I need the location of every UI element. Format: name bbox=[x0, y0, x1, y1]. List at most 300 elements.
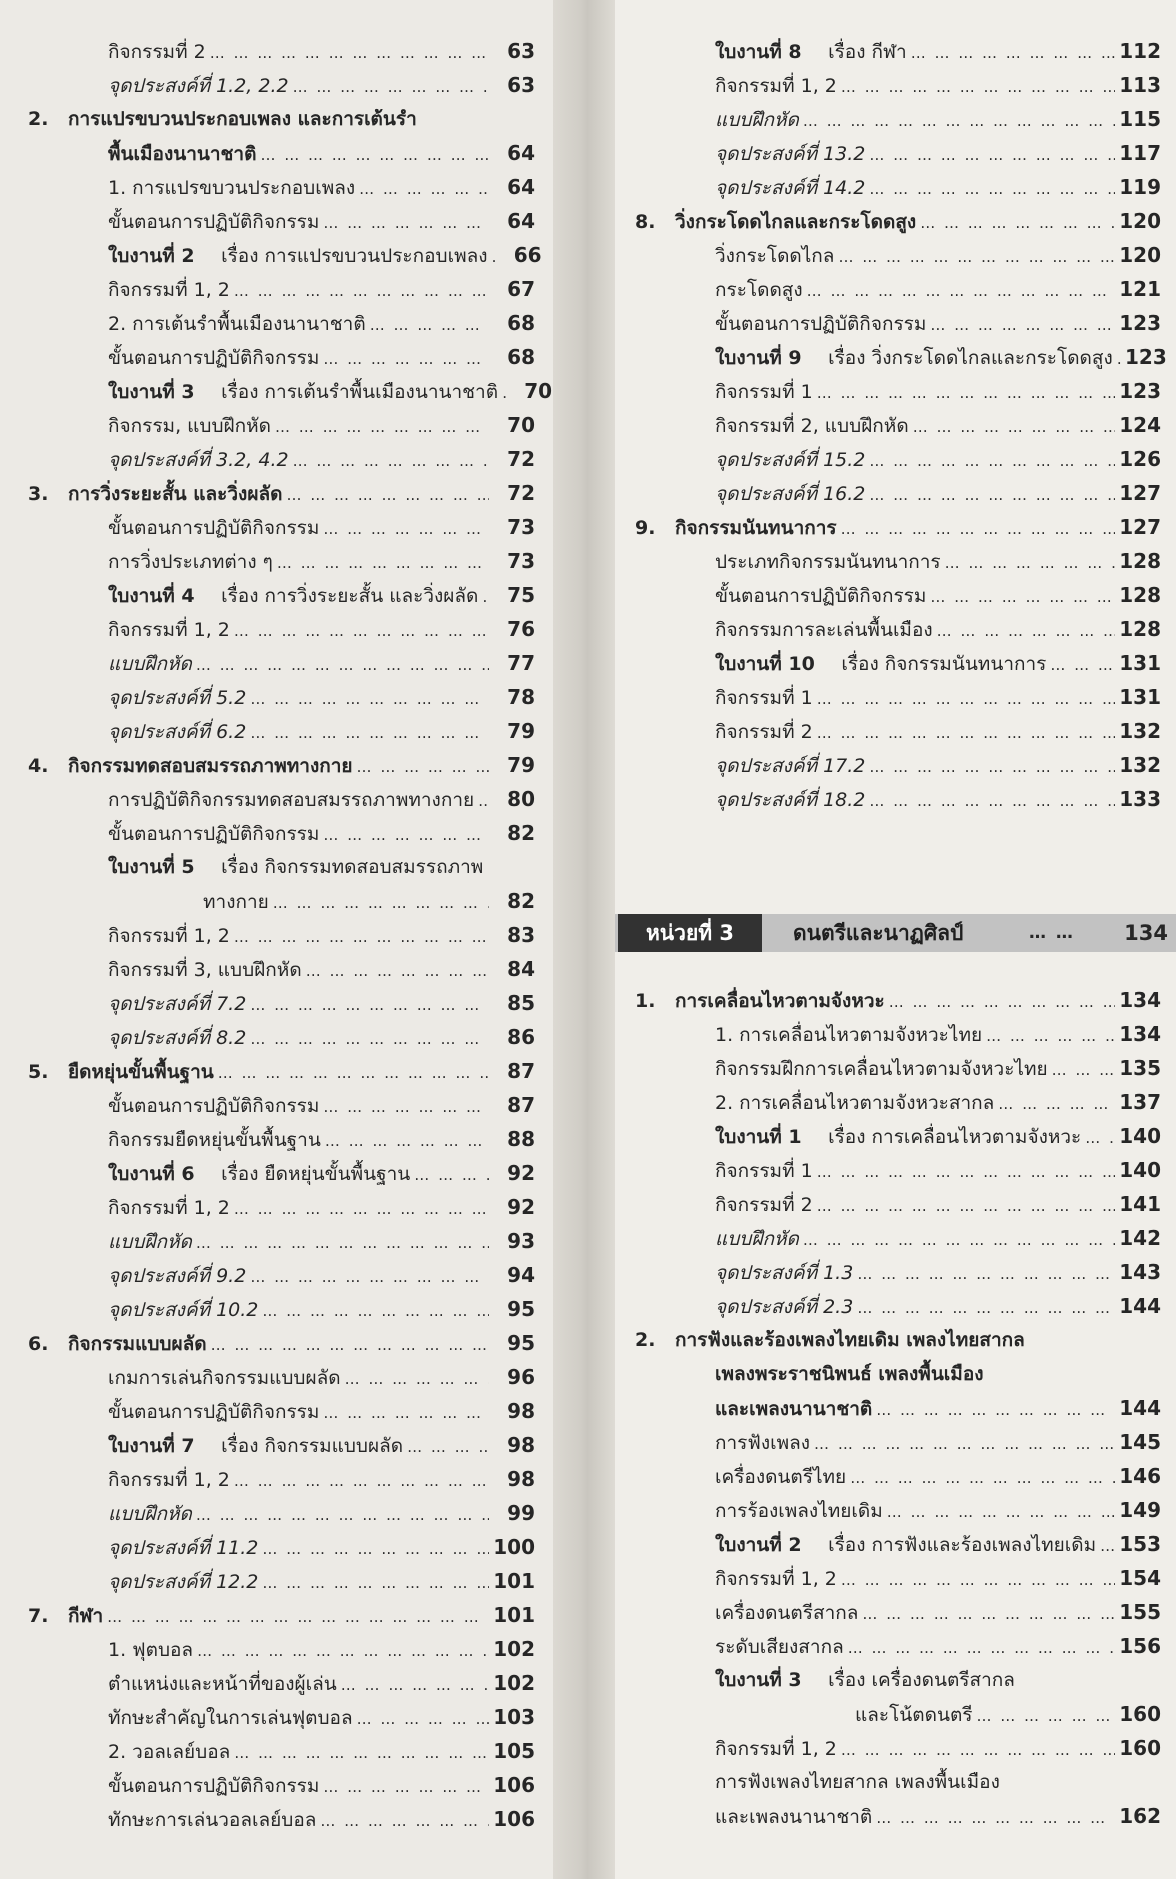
toc-entry bbox=[635, 170, 1161, 204]
leader-dots bbox=[865, 478, 1115, 512]
toc-page-number: 64 bbox=[507, 141, 535, 165]
toc-entry-text: เรื่อง กิจกรรมนันทนาการ bbox=[841, 653, 1047, 675]
toc-entry-text: 2. การเคลื่อนไหวตามจังหวะสากล bbox=[715, 1092, 995, 1114]
toc-page-number: 106 bbox=[493, 1807, 535, 1831]
toc-entry bbox=[635, 34, 1161, 68]
toc-page-number: 119 bbox=[1119, 175, 1161, 199]
toc-entry-text: กิจกรรมฝึกการเคลื่อนไหวตามจังหวะไทย bbox=[715, 1058, 1048, 1080]
toc-entry bbox=[28, 816, 535, 850]
leader-dots bbox=[230, 1464, 489, 1498]
leader-dots bbox=[206, 36, 489, 70]
toc-page-number: 96 bbox=[507, 1365, 535, 1389]
leader-dots bbox=[865, 784, 1115, 818]
leader-dots bbox=[474, 784, 489, 818]
toc-entry bbox=[635, 1595, 1161, 1629]
toc-entry-title bbox=[675, 205, 916, 239]
toc-entry-text: จุดประสงค์ที่ 13.2 bbox=[715, 143, 866, 165]
toc-entry-text: กิจกรรมแบบผลัด bbox=[68, 1333, 207, 1355]
toc-entry bbox=[635, 1221, 1161, 1255]
toc-page-number: 154 bbox=[1119, 1566, 1161, 1590]
leader-dots bbox=[230, 274, 489, 308]
toc-entry-title bbox=[108, 1123, 321, 1157]
toc-page-number: 95 bbox=[507, 1331, 535, 1355]
leader-dots bbox=[853, 1291, 1115, 1325]
toc-entry-title bbox=[108, 647, 192, 681]
toc-entry-text: เรื่อง การแปรขบวนประกอบเพลง bbox=[221, 245, 488, 267]
toc-page-number: 153 bbox=[1119, 1532, 1161, 1556]
toc-entry-title bbox=[68, 477, 282, 511]
toc-entry-text: ขั้นตอนการปฏิบัติกิจกรรม bbox=[108, 517, 320, 539]
toc-entry bbox=[28, 1428, 535, 1462]
leader-dots bbox=[1081, 1121, 1115, 1155]
toc-entry bbox=[28, 340, 535, 374]
toc-entry-title bbox=[108, 681, 246, 715]
toc-page-number: 121 bbox=[1119, 277, 1161, 301]
toc-entry bbox=[28, 1020, 535, 1054]
toc-page-number: 131 bbox=[1119, 685, 1161, 709]
leader-dots bbox=[813, 716, 1115, 750]
leader-dots bbox=[853, 1257, 1115, 1291]
toc-entry-title bbox=[715, 1562, 837, 1596]
toc-entry bbox=[28, 1360, 535, 1394]
toc-entry-title bbox=[68, 1327, 207, 1361]
toc-entry-text: ขั้นตอนการปฏิบัติกิจกรรม bbox=[715, 585, 927, 607]
leader-dots bbox=[246, 682, 489, 716]
toc-page-number: 156 bbox=[1119, 1634, 1161, 1658]
toc-entry bbox=[28, 1768, 535, 1802]
leader-dots bbox=[994, 1087, 1115, 1121]
toc-entry-text: ขั้นตอนการปฏิบัติกิจกรรม bbox=[108, 1401, 320, 1423]
toc-entry bbox=[635, 1459, 1161, 1493]
leader-dots bbox=[837, 512, 1115, 546]
toc-page-number: 87 bbox=[507, 1059, 535, 1083]
toc-page-number: 94 bbox=[507, 1263, 535, 1287]
leader-dots bbox=[246, 1022, 489, 1056]
leader-dots bbox=[319, 512, 489, 546]
toc-page-number: 77 bbox=[507, 651, 535, 675]
toc-page-number: 68 bbox=[507, 345, 535, 369]
toc-entry bbox=[28, 306, 535, 340]
toc-page-number: 73 bbox=[507, 515, 535, 539]
toc-page-number: 72 bbox=[507, 447, 535, 471]
leader-dots bbox=[341, 1362, 489, 1396]
toc-entry-title bbox=[715, 69, 837, 103]
leader-dots bbox=[813, 1155, 1115, 1189]
toc-page-number: 78 bbox=[507, 685, 535, 709]
toc-entry-text: การฟังเพลง bbox=[715, 1432, 811, 1454]
toc-entry-text: เรื่อง การเต้นรำพื้นเมืองนานาชาติ bbox=[221, 381, 499, 403]
toc-entry bbox=[28, 204, 535, 238]
leader-dots bbox=[1046, 648, 1115, 682]
toc-entry-title bbox=[108, 1157, 410, 1191]
toc-page-number: 112 bbox=[1119, 39, 1161, 63]
toc-entry-text: แบบฝึกหัด bbox=[108, 1503, 192, 1525]
toc-entry bbox=[28, 68, 535, 102]
toc-page-number: 72 bbox=[507, 481, 535, 505]
toc-entry-text: เครื่องดนตรีสากล bbox=[715, 1602, 859, 1624]
toc-entry-text: กิจกรรมทดสอบสมรรถภาพทางกาย bbox=[68, 755, 353, 777]
toc-entry-title bbox=[108, 1701, 353, 1735]
toc-entry bbox=[28, 272, 535, 306]
toc-page-number: 149 bbox=[1119, 1498, 1161, 1522]
toc-left-column bbox=[28, 34, 553, 1836]
leader-dots bbox=[192, 648, 489, 682]
toc-entry-text: กิจกรรมที่ 1, 2 bbox=[108, 279, 230, 301]
toc-entry bbox=[635, 1017, 1161, 1051]
toc-page-number: 98 bbox=[507, 1433, 535, 1457]
toc-page-number: 124 bbox=[1119, 413, 1161, 437]
toc-page-number: 128 bbox=[1119, 617, 1161, 641]
toc-entry-title bbox=[855, 1698, 973, 1732]
toc-entry bbox=[635, 238, 1161, 272]
toc-page-number: 135 bbox=[1119, 1056, 1161, 1080]
worksheet-label: ใบงานที่ 5 bbox=[108, 856, 195, 878]
toc-page-number: 64 bbox=[507, 209, 535, 233]
leader-dots bbox=[355, 172, 489, 206]
toc-entry-title bbox=[108, 953, 302, 987]
leader-dots bbox=[246, 988, 489, 1022]
leader-dots bbox=[1113, 342, 1121, 376]
unit-leader-dots: … … bbox=[1029, 923, 1075, 943]
leader-dots bbox=[837, 1563, 1115, 1597]
toc-entry-text: และโน้ตดนตรี bbox=[855, 1704, 973, 1726]
toc-entry-title bbox=[108, 205, 319, 239]
toc-entry-title bbox=[108, 1769, 319, 1803]
toc-entry-text: จุดประสงค์ที่ 2.3 bbox=[715, 1296, 854, 1318]
toc-entry-title bbox=[108, 375, 498, 409]
toc-page-number: 120 bbox=[1119, 243, 1161, 267]
toc-page-number: 127 bbox=[1119, 481, 1161, 505]
leader-dots bbox=[319, 1090, 489, 1124]
toc-entry-text: กิจกรรมที่ 1, 2 bbox=[108, 1469, 230, 1491]
leader-dots bbox=[289, 444, 489, 478]
worksheet-label: ใบงานที่ 8 bbox=[715, 41, 802, 63]
toc-entry bbox=[635, 1629, 1161, 1663]
leader-dots bbox=[933, 614, 1115, 648]
leader-dots bbox=[1096, 1529, 1115, 1563]
leader-dots bbox=[916, 206, 1115, 240]
worksheet-label: ใบงานที่ 3 bbox=[108, 381, 195, 403]
leader-dots bbox=[103, 1600, 489, 1634]
toc-entry-title bbox=[108, 613, 230, 647]
toc-entry-title bbox=[715, 749, 865, 783]
toc-entry-title bbox=[715, 1800, 872, 1834]
leader-dots bbox=[192, 1498, 489, 1532]
toc-entry bbox=[28, 102, 535, 136]
toc-entry-title bbox=[715, 1086, 994, 1120]
leader-dots bbox=[803, 274, 1115, 308]
toc-entry bbox=[28, 884, 535, 918]
toc-entry-text: เรื่อง การฟังและร้องเพลงไทยเดิม bbox=[828, 1534, 1097, 1556]
toc-entry-title bbox=[108, 715, 246, 749]
toc-entry bbox=[28, 612, 535, 646]
toc-entry bbox=[635, 1187, 1161, 1221]
leader-dots bbox=[319, 1770, 489, 1804]
toc-entry bbox=[28, 1054, 535, 1088]
toc-entry-text: การปฏิบัติกิจกรรมทดสอบสมรรถภาพทางกาย bbox=[108, 789, 475, 811]
leader-dots bbox=[865, 172, 1115, 206]
toc-entry-title bbox=[715, 715, 813, 749]
toc-page-number: 128 bbox=[1119, 583, 1161, 607]
toc-page-number: 93 bbox=[507, 1229, 535, 1253]
toc-entry bbox=[28, 1530, 535, 1564]
leader-dots bbox=[941, 546, 1115, 580]
toc-entry-title bbox=[715, 1596, 858, 1630]
toc-entry-number: 9. bbox=[635, 517, 656, 539]
leader-dots bbox=[410, 1158, 489, 1192]
toc-page-number: 85 bbox=[507, 991, 535, 1015]
toc-page-number: 117 bbox=[1119, 141, 1161, 165]
leader-dots bbox=[319, 342, 489, 376]
leader-dots bbox=[813, 682, 1115, 716]
leader-dots bbox=[403, 1430, 489, 1464]
toc-entry-text: กิจกรรมที่ 1 bbox=[715, 1160, 813, 1182]
toc-entry-title bbox=[203, 885, 269, 919]
leader-dots bbox=[258, 1532, 489, 1566]
toc-entry-number: 3. bbox=[28, 483, 49, 505]
toc-page-number: 98 bbox=[507, 1467, 535, 1491]
toc-entry-text: กิจกรรมที่ 2, แบบฝึกหัด bbox=[715, 415, 909, 437]
toc-entry-title bbox=[108, 137, 256, 171]
toc-entry bbox=[635, 1765, 1161, 1799]
leader-dots bbox=[498, 376, 506, 410]
toc-page-number: 80 bbox=[507, 787, 535, 811]
toc-entry bbox=[635, 1119, 1161, 1153]
toc-entry bbox=[28, 1802, 535, 1836]
toc-entry-text: กิจกรรมที่ 1, 2 bbox=[108, 619, 230, 641]
toc-entry-text: 2. การเต้นรำพื้นเมืองนานาชาติ bbox=[108, 313, 366, 335]
leader-dots bbox=[258, 1294, 489, 1328]
leader-dots bbox=[230, 920, 489, 954]
toc-page-number: 82 bbox=[507, 889, 535, 913]
toc-entry-text: จุดประสงค์ที่ 14.2 bbox=[715, 177, 866, 199]
toc-entry-text: จุดประสงค์ที่ 15.2 bbox=[715, 449, 866, 471]
toc-entry-title bbox=[108, 1633, 193, 1667]
toc-entry bbox=[28, 1326, 535, 1360]
toc-entry-text: เรื่อง กิจกรรมแบบผลัด bbox=[221, 1435, 404, 1457]
toc-page-number: 92 bbox=[507, 1161, 535, 1185]
toc-entry-title bbox=[108, 341, 319, 375]
toc-entry-text: 2. วอลเลย์บอล bbox=[108, 1741, 231, 1763]
toc-entry bbox=[28, 476, 535, 510]
leader-dots bbox=[316, 1804, 489, 1838]
toc-entry-text: 1. การแปรขบวนประกอบเพลง bbox=[108, 177, 356, 199]
toc-entry bbox=[635, 340, 1167, 374]
toc-entry-number: 1. bbox=[635, 990, 656, 1012]
toc-page-number: 99 bbox=[507, 1501, 535, 1525]
toc-page-number: 88 bbox=[507, 1127, 535, 1151]
toc-entry-title bbox=[715, 1663, 1015, 1697]
toc-entry bbox=[635, 1731, 1161, 1765]
toc-entry-title bbox=[108, 307, 366, 341]
toc-entry-number: 4. bbox=[28, 755, 49, 777]
toc-entry-text: จุดประสงค์ที่ 5.2 bbox=[108, 687, 247, 709]
toc-entry-title bbox=[68, 102, 417, 136]
toc-page-number: 79 bbox=[507, 753, 535, 777]
leader-dots bbox=[282, 478, 489, 512]
toc-entry-title bbox=[715, 1765, 1000, 1799]
toc-entry bbox=[635, 102, 1161, 136]
toc-right-column-top bbox=[635, 34, 1167, 816]
toc-page-number: 101 bbox=[493, 1603, 535, 1627]
toc-entry bbox=[635, 578, 1161, 612]
toc-entry bbox=[635, 68, 1161, 102]
toc-entry bbox=[635, 204, 1161, 238]
toc-entry-text: 1. ฟุตบอล bbox=[108, 1639, 194, 1661]
toc-entry bbox=[28, 1564, 535, 1598]
toc-entry-text: เครื่องดนตรีไทย bbox=[715, 1466, 847, 1488]
toc-entry-text: การแปรขบวนประกอบเพลง และการเต้นรำ bbox=[68, 108, 417, 130]
toc-entry-title bbox=[715, 1460, 846, 1494]
toc-entry bbox=[635, 1493, 1161, 1527]
leader-dots bbox=[885, 985, 1115, 1019]
toc-entry-title bbox=[108, 1463, 230, 1497]
leader-dots bbox=[192, 1226, 489, 1260]
toc-entry-text: แบบฝึกหัด bbox=[108, 653, 192, 675]
leader-dots bbox=[230, 614, 489, 648]
leader-dots bbox=[1048, 1053, 1115, 1087]
toc-entry bbox=[28, 1632, 535, 1666]
toc-entry-title bbox=[108, 1735, 230, 1769]
toc-entry-text: จุดประสงค์ที่ 1.2, 2.2 bbox=[108, 75, 289, 97]
toc-page-number: 123 bbox=[1119, 379, 1161, 403]
leader-dots bbox=[883, 1495, 1115, 1529]
toc-page-number: 105 bbox=[493, 1739, 535, 1763]
toc-entry-text: เรื่อง เครื่องดนตรีสากล bbox=[828, 1669, 1015, 1691]
toc-entry bbox=[28, 544, 535, 578]
leader-dots bbox=[846, 1461, 1115, 1495]
toc-entry bbox=[28, 136, 535, 170]
toc-page-number: 144 bbox=[1119, 1294, 1161, 1318]
toc-entry-text: การวิ่งประเภทต่าง ๆ bbox=[108, 551, 273, 573]
toc-entry-title bbox=[715, 1494, 883, 1528]
leader-dots bbox=[230, 1736, 489, 1770]
toc-page-number: 79 bbox=[507, 719, 535, 743]
toc-entry-title bbox=[715, 1188, 813, 1222]
toc-entry-title bbox=[108, 1803, 316, 1837]
leader-dots bbox=[872, 1801, 1115, 1835]
toc-entry-text: กิจกรรมที่ 1, 2 bbox=[715, 75, 837, 97]
toc-entry-title bbox=[108, 817, 319, 851]
toc-entry bbox=[635, 1527, 1161, 1561]
leader-dots bbox=[488, 240, 496, 274]
leader-dots bbox=[799, 1223, 1115, 1257]
toc-entry bbox=[635, 1289, 1161, 1323]
leader-dots bbox=[366, 308, 489, 342]
toc-entry-text: ทักษะการเล่นวอลเลย์บอล bbox=[108, 1809, 317, 1831]
toc-page-number: 160 bbox=[1119, 1702, 1161, 1726]
toc-entry bbox=[28, 374, 553, 408]
toc-entry-title bbox=[715, 1528, 1096, 1562]
toc-entry bbox=[635, 1561, 1161, 1595]
toc-entry-text: แบบฝึกหัด bbox=[715, 109, 799, 131]
toc-entry bbox=[28, 170, 535, 204]
worksheet-label: ใบงานที่ 9 bbox=[715, 347, 802, 369]
toc-entry-text: และเพลงนานาชาติ bbox=[715, 1806, 873, 1828]
toc-entry-text: จุดประสงค์ที่ 11.2 bbox=[108, 1537, 259, 1559]
leader-dots bbox=[926, 308, 1115, 342]
leader-dots bbox=[337, 1668, 489, 1702]
toc-page-number: 95 bbox=[507, 1297, 535, 1321]
toc-entry-number: 2. bbox=[28, 108, 49, 130]
toc-page-number: 103 bbox=[493, 1705, 535, 1729]
toc-entry-title bbox=[675, 1323, 1025, 1357]
toc-entry bbox=[635, 1153, 1161, 1187]
toc-entry-title bbox=[675, 984, 885, 1018]
leader-dots bbox=[872, 1393, 1115, 1427]
toc-entry-text: กีฬา bbox=[68, 1605, 104, 1627]
toc-entry-text: ขั้นตอนการปฏิบัติกิจกรรม bbox=[108, 211, 320, 233]
leader-dots bbox=[813, 1189, 1115, 1223]
toc-entry-title bbox=[108, 1293, 258, 1327]
toc-entry-title bbox=[108, 1191, 230, 1225]
toc-entry bbox=[28, 1258, 535, 1292]
toc-entry-title bbox=[715, 137, 865, 171]
toc-entry bbox=[635, 272, 1161, 306]
leader-dots bbox=[353, 750, 489, 784]
leader-dots bbox=[246, 1260, 489, 1294]
toc-page-number: 76 bbox=[507, 617, 535, 641]
toc-entry-title bbox=[715, 171, 865, 205]
toc-entry bbox=[28, 1190, 535, 1224]
toc-entry bbox=[28, 1122, 535, 1156]
toc-page-number: 64 bbox=[507, 175, 535, 199]
toc-entry bbox=[635, 1391, 1161, 1425]
toc-entry-title bbox=[715, 477, 865, 511]
toc-page-number: 106 bbox=[493, 1773, 535, 1797]
toc-entry-text: กิจกรรมที่ 1, 2 bbox=[108, 1197, 230, 1219]
toc-page-number: 123 bbox=[1125, 345, 1167, 369]
toc-entry-title bbox=[715, 613, 933, 647]
toc-page-number: 162 bbox=[1119, 1804, 1161, 1828]
toc-entry bbox=[28, 1462, 535, 1496]
toc-entry-title bbox=[715, 1732, 837, 1766]
toc-entry-text: จุดประสงค์ที่ 3.2, 4.2 bbox=[108, 449, 289, 471]
leader-dots bbox=[799, 104, 1115, 138]
toc-entry-text: เพลงพระราชนิพนธ์ เพลงพื้นเมือง bbox=[715, 1363, 984, 1385]
toc-entry-number: 6. bbox=[28, 1333, 49, 1355]
toc-entry-title bbox=[715, 1222, 799, 1256]
toc-page-number: 140 bbox=[1119, 1124, 1161, 1148]
toc-page-number: 66 bbox=[513, 243, 542, 267]
toc-entry-text: ขั้นตอนการปฏิบัติกิจกรรม bbox=[108, 823, 320, 845]
leader-dots bbox=[319, 818, 489, 852]
toc-entry bbox=[635, 714, 1161, 748]
worksheet-label: ใบงานที่ 7 bbox=[108, 1435, 195, 1457]
toc-entry-text: ทักษะสำคัญในการเล่นฟุตบอล bbox=[108, 1707, 353, 1729]
leader-dots bbox=[813, 376, 1115, 410]
toc-entry-text: กิจกรรมที่ 1, 2 bbox=[108, 925, 230, 947]
toc-entry-title bbox=[108, 1565, 258, 1599]
leader-dots bbox=[858, 1597, 1115, 1631]
toc-page-number: 73 bbox=[507, 549, 535, 573]
toc-entry bbox=[635, 782, 1161, 816]
toc-page-number: 70 bbox=[507, 413, 535, 437]
toc-page-number: 68 bbox=[507, 311, 535, 335]
unit-header-bar bbox=[615, 914, 1176, 952]
toc-entry-title bbox=[715, 545, 941, 579]
leader-dots bbox=[246, 716, 489, 750]
leader-dots bbox=[909, 410, 1115, 444]
toc-entry bbox=[28, 918, 535, 952]
toc-right-column-bottom bbox=[635, 983, 1161, 1833]
leader-dots bbox=[982, 1019, 1115, 1053]
toc-entry bbox=[28, 850, 535, 884]
leader-dots bbox=[837, 1733, 1115, 1767]
toc-entry-text: กิจกรรมที่ 2 bbox=[715, 1194, 813, 1216]
toc-entry bbox=[28, 1666, 535, 1700]
leader-dots bbox=[302, 954, 489, 988]
